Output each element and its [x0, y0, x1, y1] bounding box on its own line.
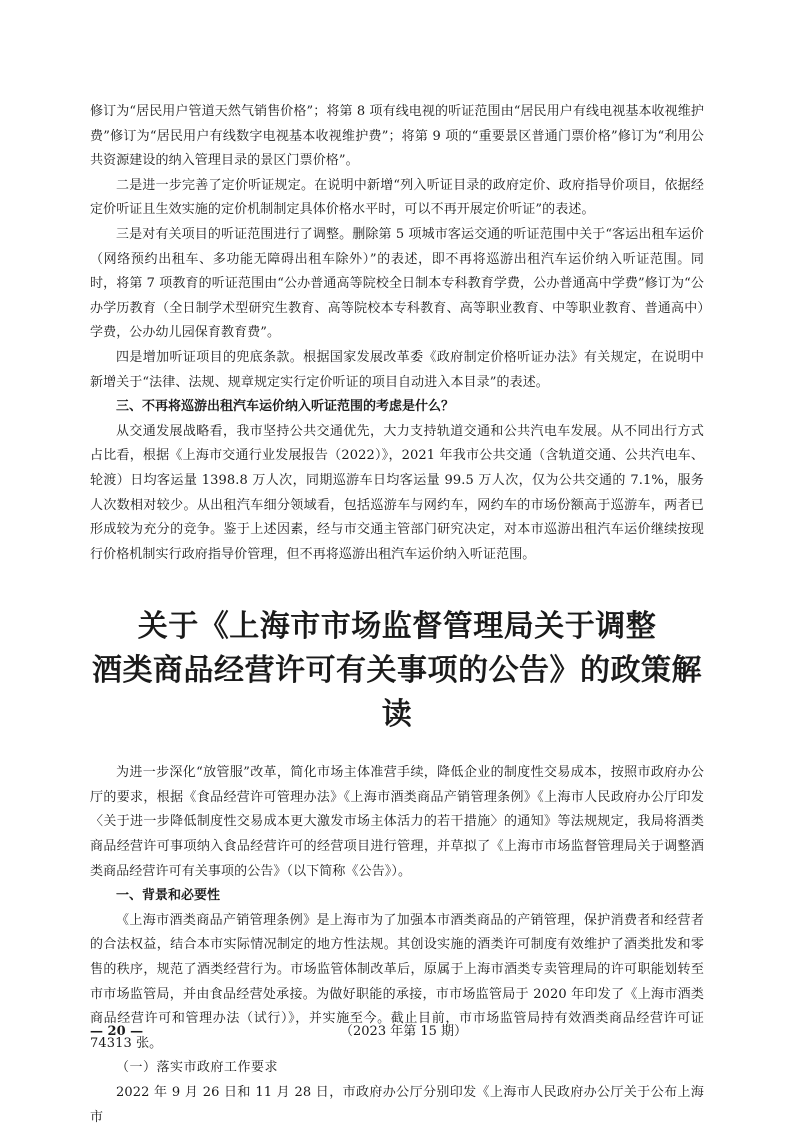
page-number: — 20 — [90, 1024, 144, 1039]
continuation-paragraph-2: 二是进一步完善了定价听证规定。在说明中新增“列入听证目录的政府定价、政府指导价项目，依据经定价听证且生效实施的定价机制制定具体价格水平时，可以不再开展定价听证”的表述。 [90, 177, 704, 218]
continuation-paragraph-1: 修订为“居民用户管道天然气销售价格”；将第 8 项有线电视的听证范围由“居民用户有线电视基本收视维护费”修订为“居民用户有线数字电视基本收视维护费”；将第 9 项的“重要景区普通门票价格”修订为“利用公共资源建设的纳入管理目录的景区门票价格”。 [90, 104, 704, 169]
continuation-paragraph-4: 四是增加听证项目的兜底条款。根据国家发展改革委《政府制定价格听证办法》有关规定，在说明中新增关于“法律、法规、规章规定实行定价听证的项目自动进入本目录”的表述。 [90, 349, 704, 390]
article-title-line-1: 关于《上海市市场监督管理局关于调整 [137, 609, 657, 645]
article-title-line-2: 酒类商品经营许可有关事项的公告》的政策解读 [92, 653, 702, 733]
article-intro: 为进一步深化“放管服”改革，简化市场主体准营手续，降低企业的制度性交易成本，按照市政府办公厅的要求，根据《食品经营许可管理办法》《上海市酒类商品产销管理条例》《上海市人民政府办公厅印发〈关于进一步降低制度性交易成本更大激发市场主体活力的若干措施〉的通知》等法规规定，我局将酒类商品经营许可事项纳入食品经营许可的经营项目进行管理，并草拟了《上海市市场监督管理局关于调整酒类商品经营许可有关事项的公告》（以下简称《公告》）。 [90, 765, 704, 879]
section-3-heading: 三、不再将巡游出租汽车运价纳入听证范围的考虑是什么？ [116, 399, 455, 415]
article-title [90, 605, 704, 737]
section-3-body: 从交通发展战略看，我市坚持公共交通优先，大力支持轨道交通和公共汽电车发展。从不同出行方式占比看，根据《上海市交通行业发展报告（2022）》，2021 年我市公共交通（含轨道交通、公共汽电车、轮渡）日均客运量 1398.8 万人次，同期巡游车日均客运量 99.5 万人次，仅为公共交通的 7.1%，服务人次数相对较少。从出租汽车细分领域看，包括巡游车与网约车，网约车的市场份额高于巡游车，两者已形成较为充分的竞争。鉴于上述因素，经与市交通主管部门研究决定，对本市巡游出租汽车运价继续按现行价格机制实行政府指导价管理，但不再将巡游出租汽车运价纳入听证范围。 [90, 423, 704, 562]
section-1-body: 《上海市酒类商品产销管理条例》是上海市为了加强本市酒类商品的产销管理，保护消费者和经营者的合法权益，结合本市实际情况制定的地方性法规。其创设实施的酒类许可制度有效维护了酒类批发和零售的秩序，规范了酒类经营行为。市场监管体制改革后，原属于上海市酒类专卖管理局的许可职能划转至市市场监管局，并由食品经营处承接。为做好职能的承接，市市场监管局于 2020 年印发了《上海市酒类商品经营许可和管理办法（试行）》，并实施至今。截止目前，市市场监管局持有效酒类商品经营许可证 74313 张。 [90, 912, 704, 1051]
subsection-1-body: 2022 年 9 月 26 日和 11 月 28 日，市政府办公厅分别印发《上海市人民政府办公厅关于公布上海市 [90, 1085, 704, 1125]
issue-label: （2023 年第 15 期） [340, 1024, 468, 1039]
subsection-1-heading: （一）落实市政府工作要求 [116, 1060, 279, 1076]
continuation-paragraph-3: 三是对有关项目的听证范围进行了调整。删除第 5 项城市客运交通的听证范围中关于“客运出租车运价（网络预约出租车、多功能无障碍出租车除外）”的表述，即不再将巡游出租汽车运价纳入听证范围。同时，将第 7 项教育的听证范围由“公办普通高等院校全日制本专科教育学费，公办普通高中学费”修订为“公办学历教育（全日制学术型研究生教育、高等院校本专科教育、高等职业教育、中等职业教育、普通高中）学费，公办幼儿园保育教育费”。 [90, 226, 704, 341]
section-1-heading: 一、背景和必要性 [116, 888, 221, 904]
document-page [90, 100, 704, 1130]
